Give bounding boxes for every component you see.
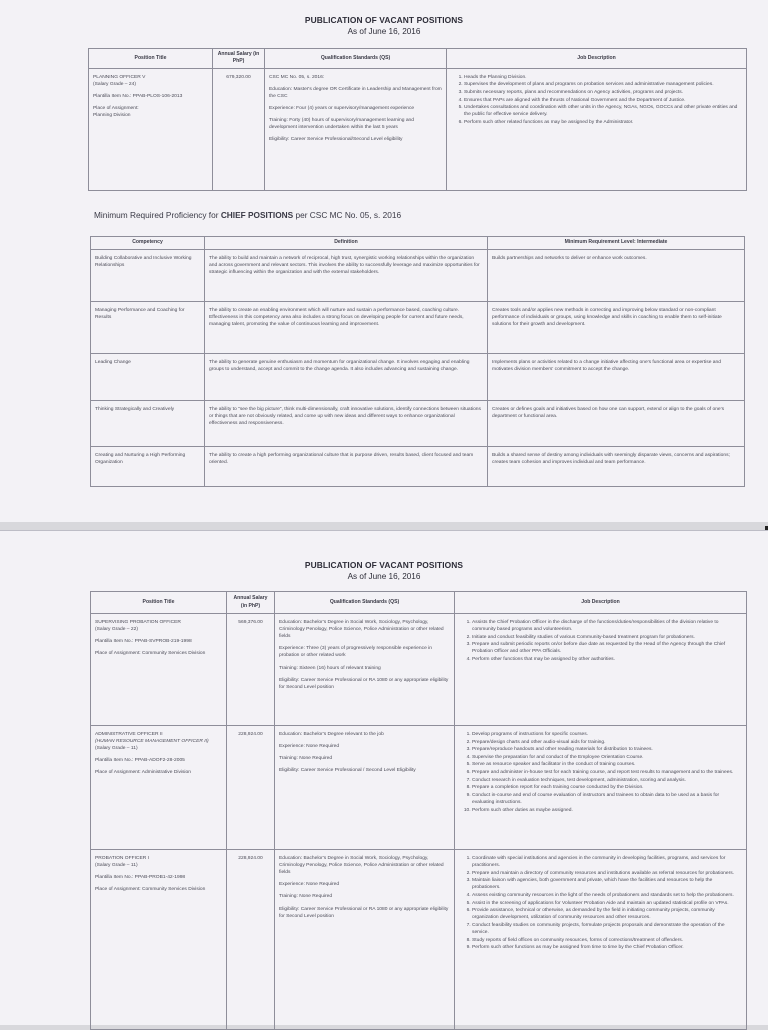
salary-cell: 569,376.00 <box>227 614 275 726</box>
position-cell <box>91 726 227 850</box>
header-position-title: Position Title <box>91 592 227 614</box>
table-row <box>89 68 747 190</box>
competency-cell: Managing Performance and Coaching for Results <box>91 302 205 354</box>
table-row <box>91 354 745 401</box>
qs-cell <box>275 726 455 850</box>
qs-line: Experience: Four (4) years or supervisory/management experience <box>269 106 415 112</box>
plantilla-item: Plantilla Item No.: PPAB-PROB1-42-1998 <box>95 875 186 881</box>
jd-item: 2. Prepare/design charts and other audio-visual aids for training. <box>472 739 742 746</box>
position-name: SUPERVISING PROBATION OFFICER <box>95 620 181 625</box>
jd-item: 1. Develop programs of instructions for specific courses. <box>472 731 742 738</box>
competency-cell: Leading Change <box>91 354 205 401</box>
assignment-place: Place of Assignment: Community Services Division <box>95 651 206 657</box>
salary-grade: (Salary Grade – 11) <box>95 746 138 752</box>
jd-item: 4. Perform other functions that may be assigned by other authorities. <box>472 656 742 663</box>
plantilla-item: Plantilla Item No.: PPAB-ADOF2-28-2005 <box>95 758 185 764</box>
definition-cell: The ability to generate genuine enthusiasm and momentum for organizational change. It involves engaging and enabling groups to understand, accept and commit to the change agenda. It also includes advancing and sustaining change. <box>205 354 488 401</box>
qs-line: Training: None Required <box>279 756 333 762</box>
salary-cell: 228,924.00 <box>227 726 275 850</box>
proficiency-table <box>90 236 745 487</box>
qs-cell <box>275 614 455 726</box>
qs-line: Eligibility: Career Service Professional or RA 1080 or any appropriate eligibility for Second Level position <box>279 906 449 919</box>
jd-item: 3. Maintain liaison with agencies, both government and private, which have the facilities and resources to help the probationers. <box>472 877 742 891</box>
jd-item: 9. Conduct in-course and end of course evaluation of instructors and trainees to obtain data to be used as a basis for evaluating instructions. <box>472 792 742 806</box>
salary-cell: 228,924.00 <box>227 850 275 1030</box>
definition-cell: The ability to create a high performing organizational culture that is purpose driven, results based, client focused and team oriented. <box>205 447 488 487</box>
salary-cell: 679,320.00 <box>213 68 265 190</box>
jd-item: 1. Heads the Planning Division. <box>464 74 742 81</box>
jd-item: 2. Supervises the development of plans and programs on probation services and administrative management policies. <box>464 81 742 88</box>
table-row <box>91 401 745 447</box>
table-row <box>91 726 747 850</box>
header-job-description: Job Description <box>447 49 747 69</box>
qs-line: Experience: Three (3) years of progressively responsible experience in probation or other related work <box>279 646 432 659</box>
header-annual-salary: Annual Salary (in PhP) <box>227 592 275 614</box>
jd-item: 4. Ensures that PAPs are aligned with the thrusts of National Government and the Department of Justice. <box>464 97 742 104</box>
qs-line: Eligibility: Career Service Professional or RA 1080 or any appropriate eligibility for Second Level position <box>279 677 449 690</box>
salary-grade: (Salary Grade – 22) <box>95 627 138 633</box>
publication-title: PUBLICATION OF VACANT POSITIONS <box>304 560 464 570</box>
requirement-cell: Builds a shared sense of destiny among individuals with seemingly disparate views, concerns and aspirations; creates team cohesion and improves individual and team performance. <box>488 447 745 487</box>
jd-item: 10. Perform such other duties as maybe assigned. <box>472 807 742 814</box>
definition-cell: The ability to create an enabling environment which will nurture and sustain a performance based, coaching culture. Effectiveness in this competency area also includes a strong focus on developing people for current and future needs, managing talent, promoting the value of continuous learning and improvement. <box>205 302 488 354</box>
jd-item: 4. Supervise the preparation for and conduct of the Employee Orientation Course. <box>472 754 742 761</box>
assignment-place: Place of Assignment: Community Services Division <box>95 887 206 893</box>
publication-date: As of June 16, 2016 <box>347 27 421 36</box>
header-job-description: Job Description <box>455 592 747 614</box>
jd-cell <box>455 614 747 726</box>
jd-item: 2. Initiate and conduct feasibility studies of various Community-based treatment program for probationers. <box>472 634 742 641</box>
proficiency-heading-prefix: Minimum Required Proficiency for <box>94 210 221 220</box>
jd-item: 1. Coordinate with special institutions and agencies in the community in developing facilities, programs, and services for practitioners. <box>472 855 742 869</box>
qs-line: CSC MC No. 05, s. 2016: <box>269 74 325 80</box>
jd-item: 4. Assess existing community resources in the light of the needs of probationers and standards set to help the probationers. <box>472 892 742 899</box>
position-name: PLANNING OFFICER V <box>93 74 146 80</box>
proficiency-heading-bold: CHIEF POSITIONS <box>220 210 294 220</box>
qs-line: Experience: None Required <box>279 744 340 750</box>
qs-line: Training: Sixteen (16) hours of relevant training <box>279 665 381 671</box>
qs-line: Education: Bachelor's Degree in Social Work, Sociology, Psychology, Criminology Penology, Police Science, Police Administration or other related fields <box>279 620 444 640</box>
jd-item: 1. Assists the Chief Probation Officer in the discharge of the functions/duties/responsibilities of the division relative to community based programs and volunteerism. <box>472 619 742 633</box>
requirement-cell: Implements plans or activities related to a change initiative affecting one's functional area or expertise and motivates division members' commitment to accept the change. <box>488 354 745 401</box>
document-page-2 <box>0 530 768 1025</box>
jd-cell <box>455 850 747 1030</box>
assignment-place: Planning Division <box>93 113 131 119</box>
jd-item: 8. Prepare a completion report for each training course conducted by the Division. <box>472 784 742 791</box>
jd-cell <box>447 68 747 190</box>
plantilla-item: Plantilla Item No.: PPAB-PLOS-106-2013 <box>93 93 183 99</box>
jd-item: 5. Serve as resource speaker and facilitator in the conduct of training courses. <box>472 761 742 768</box>
header-position-title: Position Title <box>89 49 213 69</box>
qs-line: Education: Bachelor's Degree relevant to the job <box>279 732 384 737</box>
qs-line: Experience: None Required <box>279 882 340 888</box>
requirement-cell: Builds partnerships and networks to deliver or enhance work outcomes. <box>488 250 745 302</box>
jd-item: 7. Conduct feasibility studies on community projects, formulate projects proposals and demonstrate the operation of the service. <box>472 922 742 936</box>
assignment-label: Place of Assignment: <box>93 106 139 112</box>
header-qualification-standards: Qualification Standards (QS) <box>275 592 455 614</box>
qs-line: Training: Forty (40) hours of supervisory/management learning and development intervention undertaken within the last 5 years <box>269 118 414 131</box>
jd-item: 9. Perform such other functions as may be assigned from time to time by the Chief Probation Officer. <box>472 944 742 951</box>
jd-cell <box>455 726 747 850</box>
requirement-cell: Creates or defines goals and initiatives based on how one can support, extend or align to the goals of one's department or functional area. <box>488 401 745 447</box>
position-name: ADMINISTRATIVE OFFICER II <box>95 732 163 737</box>
assignment-place: Place of Assignment: Administrative Division <box>95 770 191 776</box>
salary-grade: (Salary Grade – 11) <box>95 863 138 869</box>
competency-cell: Creating and Nurturing a High Performing Organization <box>91 447 205 487</box>
vacant-positions-table <box>88 48 747 191</box>
jd-item: 6. Provide assistance, technical or otherwise, as demanded by the field in initiating community projects, community organization development, utilization of community resources and other resources. <box>472 907 742 921</box>
jd-item: 3. Prepare and submit periodic reports on/or before due date as requested by the Head of the Agency through the Chief Probation Officer and other PPA Officials. <box>472 641 742 655</box>
jd-item: 5. Assist in the screening of applications for Volunteer Probation Aide and maintain an updated statistical profile on VPAs. <box>472 900 742 907</box>
publication-date: As of June 16, 2016 <box>347 572 421 581</box>
qs-line: Education: Master's degree OR Certificate in Leadership and Management from the CSC <box>269 86 442 99</box>
jd-item: 5. Undertakes consultations and coordination with other units in the Agency, NGAs, NGOs, GOCCs and other private entities and the public for effective service delivery. <box>464 104 742 118</box>
qs-cell <box>265 68 447 190</box>
position-cell <box>91 614 227 726</box>
jd-item: 3. Prepare/reproduce handouts and other reading materials for distribution to trainees. <box>472 746 742 753</box>
table-row <box>91 850 747 1030</box>
plantilla-item: Plantilla Item No.: PPAB-SVPROB-219-1998 <box>95 639 192 645</box>
vacant-positions-table <box>90 591 747 1030</box>
qs-line: Eligibility: Career Service Professional/Second Level eligibility <box>269 137 403 143</box>
table-row <box>91 302 745 354</box>
qs-cell <box>275 850 455 1030</box>
position-name: PROBATION OFFICER I <box>95 856 149 861</box>
header-annual-salary: Annual Salary (in PhP) <box>213 49 265 69</box>
definition-cell: The ability to build and maintain a network of reciprocal, high trust, synergistic working relationships within the organization and across government and relevant sectors. This involves the ability to successfully leverage and maximize opportunities for strategic influencing within the organization and with the external stakeholders. <box>205 250 488 302</box>
header-competency: Competency <box>91 237 205 250</box>
jd-item: 3. Submits necessary reports, plans and recommendations on Agency activities, programs and projects. <box>464 89 742 96</box>
qs-line: Training: None Required <box>279 894 333 900</box>
proficiency-heading-suffix: per CSC MC No. 05, s. 2016 <box>293 210 402 220</box>
competency-cell: Building Collaborative and Inclusive Working Relationships <box>91 250 205 302</box>
header-minimum-requirement: Minimum Requirement Level: Intermediate <box>488 237 745 250</box>
qs-line: Eligibility: Career Service Professional / Second Level Eligibility <box>279 768 416 774</box>
jd-item: 2. Prepare and maintain a directory of community resources and institutions available as referral resources for probationers. <box>472 870 742 877</box>
requirement-cell: Creates tools and/or applies new methods in correcting and improving below standard or non-compliant performance of individuals or groups, using knowledge and skills in coaching to enable them to self-initiate solutions for their growth and development. <box>488 302 745 354</box>
table-row <box>91 447 745 487</box>
jd-item: 6. Prepare and administer in-house test for each training course, and report test results to management and to the trainees. <box>472 769 742 776</box>
position-cell <box>89 68 213 190</box>
jd-item: 7. Conduct research in evaluation techniques, test development, administration, scoring and analysis. <box>472 777 742 784</box>
salary-grade: (Salary Grade – 24) <box>93 81 136 87</box>
table-row <box>91 250 745 302</box>
jd-item: 6. Perform such other related functions as may be assigned by the Administrator. <box>464 119 742 126</box>
position-alias: (HUMAN RESOURCE MANAGEMENT OFFICER II) <box>95 739 209 745</box>
header-definition: Definition <box>205 237 488 250</box>
jd-item: 8. Study reports of field offices on community resources, forms of corrections/treatment of offenders. <box>472 937 742 944</box>
table-row <box>91 614 747 726</box>
publication-title: PUBLICATION OF VACANT POSITIONS <box>304 15 464 25</box>
position-cell <box>91 850 227 1030</box>
competency-cell: Thinking Strategically and Creatively <box>91 401 205 447</box>
qs-line: Education: Bachelor's Degree in Social Work, Sociology, Psychology, Criminology Penology, Police Science, Police Administration or other related fields <box>279 856 444 876</box>
proficiency-heading <box>94 210 401 220</box>
header-qualification-standards: Qualification Standards (QS) <box>265 49 447 69</box>
definition-cell: The ability to "see the big picture", think multi-dimensionally, craft innovative solutions, identify connections between situations or things that are not obviously related, and come up with new ideas and different ways to enhance organizational effectiveness and responsiveness. <box>205 401 488 447</box>
